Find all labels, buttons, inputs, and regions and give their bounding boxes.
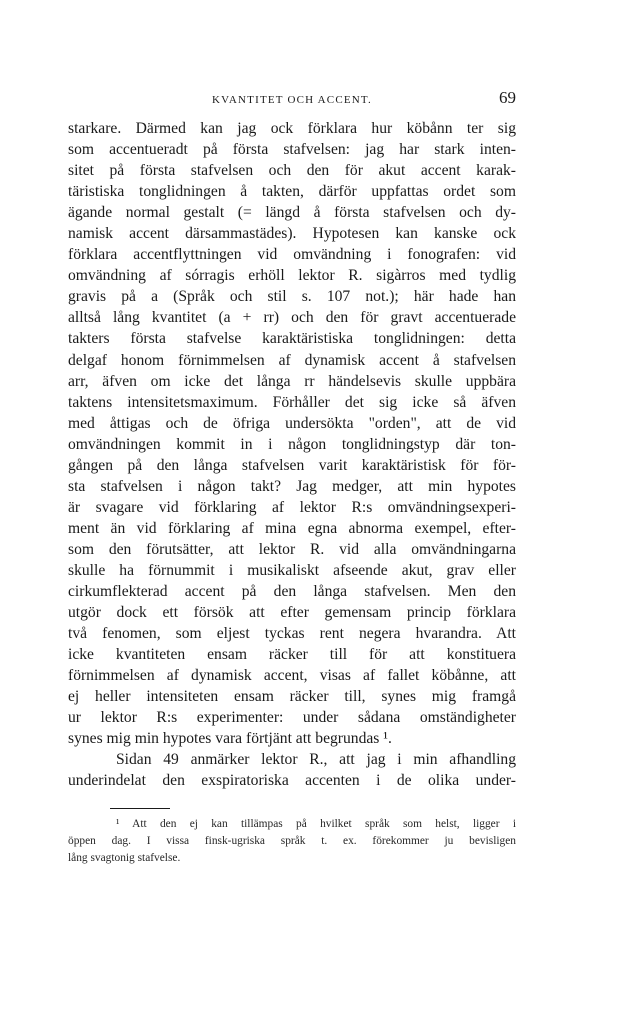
body-line: är svagare vid förklaring af lektor R:s omvändningsexperi-	[68, 498, 516, 516]
footnote-line: öppen dag. I vissa finsk-ugriska språk t. ex. förekommer ju bevisligen	[68, 835, 516, 847]
body-line: delgaf honom förnimmelsen af dynamisk accent å stafvelsen	[68, 351, 516, 369]
body-line: arr, äfven om icke det långa rr händelsevis skulle uppbära	[68, 372, 516, 390]
body-line: förnimmelsen af dynamisk accent, visas af fallet köbånne, att	[68, 667, 516, 685]
footnote-line: lång svagtonig stafvelse.	[68, 852, 181, 864]
body-line: som den förutsätter, att lektor R. vid alla omvändningarna	[68, 540, 516, 558]
body-line: namisk accent därsammastädes). Hypotesen kan kanske ock	[68, 225, 516, 243]
body-line: synes mig min hypotes vara förtjänt att begrundas ¹.	[68, 730, 392, 748]
body-line: underindelat den exspiratoriska accenten i de olika under-	[68, 772, 516, 790]
body-text	[68, 118, 516, 792]
body-line: omvändning af sórragis erhöll lektor R. sigàrros med tydlig	[68, 267, 516, 285]
body-line: två fenomen, som eljest tyckas rent negera hvarandra. Att	[68, 625, 516, 643]
body-line: täristiska tonglidningen å takten, därför uppfattas ordet som	[68, 183, 516, 201]
page-number: 69	[499, 88, 516, 107]
body-line: sitet på första stafvelsen och den för akut accent karak-	[68, 162, 516, 180]
body-line: ägande normal gestalt (= längd å första stafvelsen och dy-	[68, 204, 516, 222]
body-line: ur lektor R:s experimenter: under sådana omständigheter	[68, 709, 516, 727]
body-line: skulle ha förnummit i musikaliskt afseende akut, grav eller	[68, 561, 516, 579]
body-line: taktens intensitetsmaximum. Förhåller det sig icke så äfven	[68, 393, 516, 411]
footnote	[68, 816, 516, 867]
body-line: Sidan 49 anmärker lektor R., att jag i min afhandling	[116, 751, 516, 769]
body-line: utgör dock ett försök att efter gemensam princip förklara	[68, 604, 516, 622]
body-line: med åttigas och de öfriga undersökta "orden", att de vid	[68, 414, 516, 432]
body-line: starkare. Därmed kan jag ock förklara hur köbånn ter sig	[68, 120, 516, 137]
body-line: sta stafvelsen i någon takt? Jag medger, att min hypotes	[68, 477, 516, 495]
body-line: omvändningen kommit in i någon tonglidningstyp där ton-	[68, 435, 516, 453]
body-line: alltså lång kvantitet (a + rr) och den för gravt accentuerade	[68, 309, 516, 327]
body-line: ment än vid förklaring af mina egna abnorma exempel, efter-	[68, 519, 516, 537]
running-title: KVANTITET OCH ACCENT.	[212, 94, 372, 106]
body-line: cirkumflekterad accent på den långa stafvelsen. Men den	[68, 583, 516, 601]
body-line: ej heller intensiteten ensam räcker till, synes mig framgå	[68, 688, 516, 706]
body-line: gången på den långa stafvelsen varit karaktäristisk för för-	[68, 456, 516, 474]
body-line: som accentueradt på första stafvelsen: jag har stark inten-	[68, 141, 516, 159]
body-line: takters första stafvelse karaktäristiska tonglidningen: detta	[68, 330, 516, 348]
body-line: icke kvantiteten ensam räcker till för att konstituera	[68, 646, 516, 664]
footnote-line: ¹ Att den ej kan tillämpas på hvilket språk som helst, ligger i	[116, 818, 516, 830]
body-line: gravis på a (Språk och stil s. 107 not.); här hade han	[68, 288, 516, 306]
footnote-rule	[110, 808, 170, 809]
body-line: förklara accentflyttningen vid omvändning i fonografen: vid	[68, 246, 516, 264]
running-header	[68, 88, 516, 110]
